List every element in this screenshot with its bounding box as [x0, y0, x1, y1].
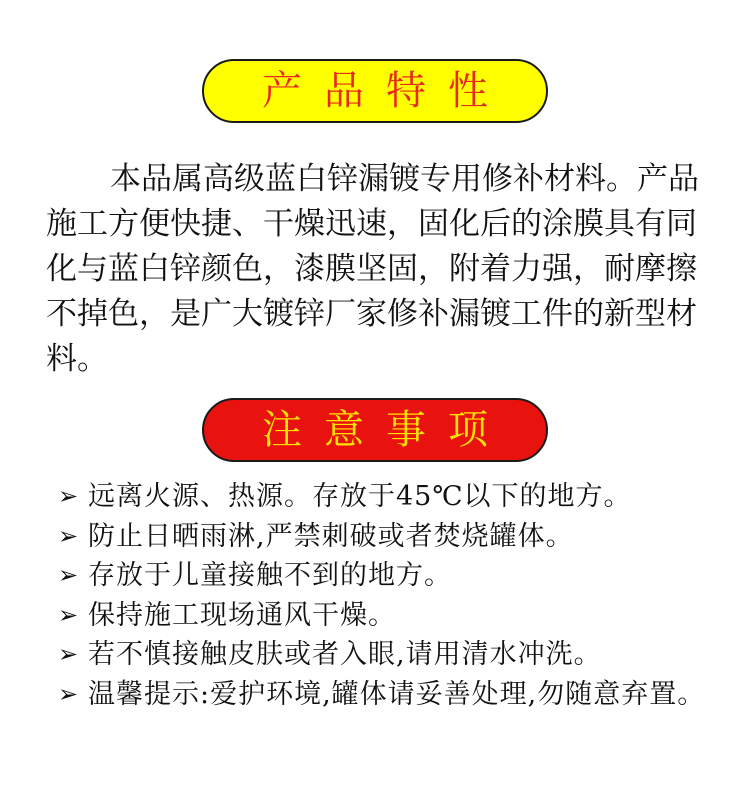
arrow-right-icon: ➢ — [58, 482, 80, 510]
note-text: 保持施工现场通风干燥。 — [88, 599, 396, 631]
arrow-right-icon: ➢ — [58, 679, 80, 708]
product-description — [46, 157, 726, 382]
notes-heading-pill — [202, 398, 548, 462]
notes-heading: 注意事项 — [262, 407, 510, 453]
note-text: 温馨提示:爱护环境,罐体请妥善处理,勿随意弃置。 — [88, 678, 706, 710]
note-text: 远离火源、热源。存放于45℃以下的地方。 — [88, 481, 632, 512]
arrow-right-icon: ➢ — [58, 600, 80, 629]
note-text: 若不慎接触皮肤或者入眼,请用清水冲洗。 — [88, 639, 602, 670]
list-item — [58, 635, 738, 675]
description-text: 本品属高级蓝白锌漏镀专用修补材料。产品施工方便快捷、干燥迅速，固化后的涂膜具有同化与蓝白锌颜色，漆膜坚固，附着力强，耐摩擦不掉色，是广大镀锌厂家修补漏镀工件的新型材料。 — [46, 161, 699, 377]
arrow-right-icon: ➢ — [58, 640, 80, 668]
note-text: 防止日晒雨淋,严禁刺破或者焚烧罐体。 — [88, 520, 574, 552]
arrow-right-icon: ➢ — [58, 521, 80, 550]
list-item — [58, 477, 738, 517]
list-item — [58, 675, 738, 715]
features-heading: 产品特性 — [262, 68, 510, 114]
arrow-right-icon: ➢ — [58, 561, 80, 589]
list-item — [58, 556, 738, 596]
features-heading-pill — [202, 59, 548, 123]
notes-list — [58, 477, 738, 714]
note-text: 存放于儿童接触不到的地方。 — [88, 560, 452, 591]
list-item — [58, 596, 738, 636]
list-item — [58, 517, 738, 557]
